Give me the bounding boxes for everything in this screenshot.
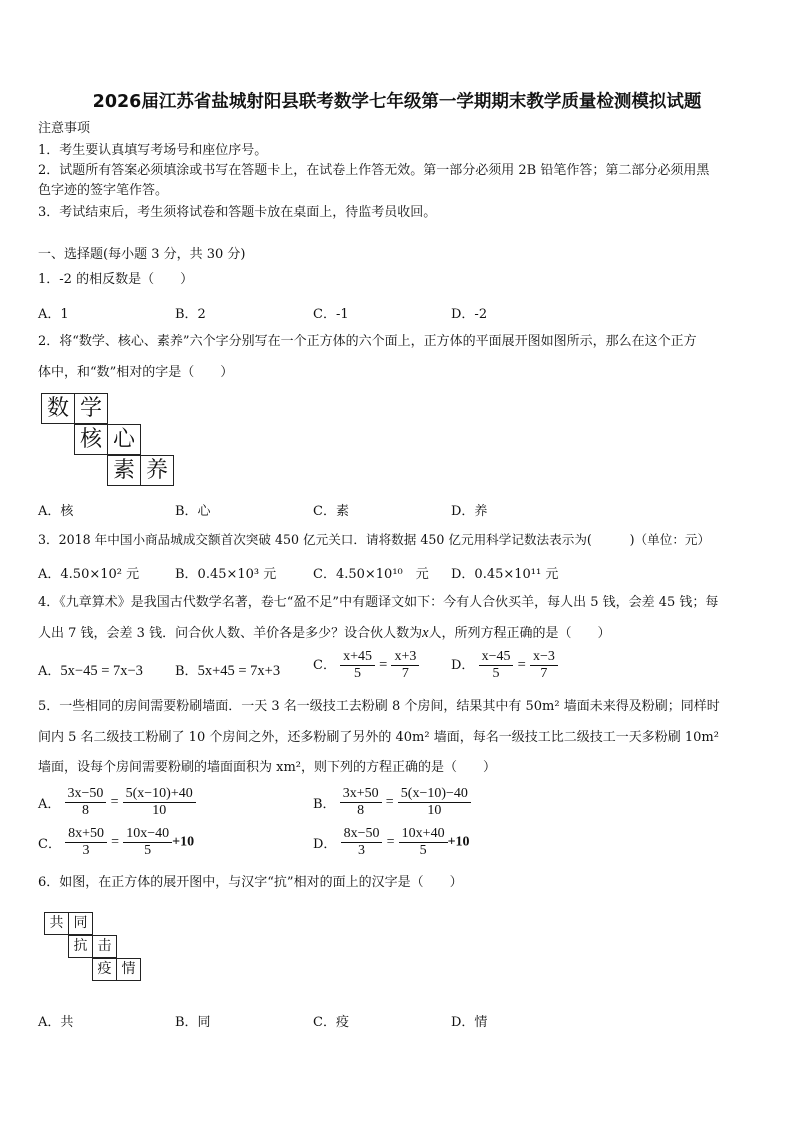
notes-item: 3．考试结束后，考生须将试卷和答题卡放在桌面上，待监考员收回。 bbox=[38, 205, 437, 220]
q4-option-d[interactable] bbox=[451, 649, 558, 682]
stem-text: 人，所列方程正确的是（ ） bbox=[428, 626, 611, 641]
fraction bbox=[340, 649, 375, 682]
numerator: x+3 bbox=[391, 649, 419, 666]
option-label: A． bbox=[38, 664, 61, 679]
question-5-stem: 墙面，设每个房间需要粉刷的墙面面积为 xm²，则下列的方程正确的是（ ） bbox=[38, 760, 497, 775]
q4-option-b[interactable] bbox=[175, 660, 280, 680]
q4-option-a[interactable] bbox=[38, 660, 143, 680]
q6-option-a[interactable]: A．共 bbox=[38, 1015, 74, 1030]
q1-option-a[interactable]: A．1 bbox=[38, 307, 69, 322]
net-cell: 核 bbox=[74, 424, 108, 455]
net-cell: 抗 bbox=[68, 935, 93, 958]
denominator: 10 bbox=[152, 803, 167, 818]
fraction bbox=[340, 786, 382, 819]
numerator: 10x−40 bbox=[123, 826, 172, 843]
equals-sign: = bbox=[385, 794, 394, 810]
equals-sign: = bbox=[111, 834, 120, 850]
denominator: 8 bbox=[357, 803, 365, 818]
q1-option-d[interactable]: D．-2 bbox=[451, 307, 488, 322]
option-label: C． bbox=[313, 658, 336, 673]
equation: 5x−45 = 7x−3 bbox=[60, 663, 143, 679]
notes-item: 色字迹的签字笔作答。 bbox=[38, 183, 169, 198]
option-label: D． bbox=[451, 658, 475, 673]
question-4-stem: 4．《九章算术》是我国古代数学名著，卷七“盈不足”中有题译文如下：今有人合伙买羊，每人出 5 钱，会差 45 钱；每 bbox=[38, 595, 719, 610]
q4-option-c[interactable] bbox=[313, 649, 419, 682]
denominator: 5 bbox=[492, 666, 500, 681]
variable-x: x bbox=[422, 625, 429, 641]
notes-heading: 注意事项 bbox=[38, 121, 91, 136]
q3-option-b[interactable]: B．0.45×10³ 元 bbox=[175, 567, 277, 582]
numerator: 5(x−10)+40 bbox=[123, 786, 196, 803]
denominator: 3 bbox=[82, 843, 90, 858]
denominator: 5 bbox=[419, 843, 427, 858]
option-label: A． bbox=[38, 797, 61, 812]
equation: 5x+45 = 7x+3 bbox=[197, 663, 281, 679]
denominator: 3 bbox=[358, 843, 366, 858]
net-cell: 情 bbox=[116, 958, 141, 981]
equals-sign: = bbox=[110, 794, 119, 810]
net-cell: 同 bbox=[68, 912, 93, 935]
numerator: x−45 bbox=[479, 649, 514, 666]
fraction bbox=[123, 826, 172, 859]
question-2-stem: 体中，和“数”相对的字是（ ） bbox=[38, 365, 234, 380]
notes-item: 2．试题所有答案必须填涂或书写在答题卡上，在试卷上作答无效。第一部分必须用 2B 铅笔作答；第二部分必须用黑 bbox=[38, 163, 710, 178]
numerator: x−3 bbox=[530, 649, 558, 666]
q3-option-d[interactable]: D．0.45×10¹¹ 元 bbox=[451, 567, 559, 582]
denominator: 5 bbox=[354, 666, 362, 681]
fraction bbox=[341, 826, 383, 859]
fraction bbox=[65, 786, 107, 819]
net-cell: 学 bbox=[74, 393, 108, 424]
q6-option-c[interactable]: C．疫 bbox=[313, 1015, 349, 1030]
option-label: B． bbox=[175, 664, 198, 679]
denominator: 7 bbox=[401, 666, 409, 681]
page-title: 2026届江苏省盐城射阳县联考数学七年级第一学期期末教学质量检测模拟试题 bbox=[92, 92, 702, 112]
q5-option-c[interactable] bbox=[38, 826, 194, 859]
fraction bbox=[123, 786, 196, 819]
net-cell: 数 bbox=[41, 393, 75, 424]
question-1-stem: 1．-2 的相反数是（ ） bbox=[38, 272, 194, 287]
denominator: 10 bbox=[427, 803, 442, 818]
numerator: 5(x−10)−40 bbox=[398, 786, 471, 803]
fraction bbox=[65, 826, 107, 859]
numerator: 3x+50 bbox=[340, 786, 382, 803]
option-label: C． bbox=[38, 837, 61, 852]
numerator: 3x−50 bbox=[65, 786, 107, 803]
q3-option-c[interactable]: C．4.50×10¹⁰ 元 bbox=[313, 567, 429, 582]
equals-sign: = bbox=[379, 657, 388, 673]
equation-tail: +10 bbox=[172, 834, 195, 850]
fraction bbox=[391, 649, 419, 682]
question-6-stem: 6．如图，在正方体的展开图中，与汉字“抗”相对的面上的汉字是（ ） bbox=[38, 875, 463, 890]
net-cell: 疫 bbox=[92, 958, 117, 981]
option-label: B． bbox=[313, 797, 336, 812]
q6-option-b[interactable]: B．同 bbox=[175, 1015, 211, 1030]
net-cell: 击 bbox=[92, 935, 117, 958]
numerator: x+45 bbox=[340, 649, 375, 666]
q2-option-c[interactable]: C．素 bbox=[313, 504, 349, 519]
question-2-stem: 2．将“数学、核心、素养”六个字分别写在一个正方体的六个面上，正方体的平面展开图如图所示，那么在这个正方 bbox=[38, 334, 697, 349]
question-5-stem: 间内 5 名二级技工粉刷了 10 个房间之外，还多粉刷了另外的 40m² 墙面，每名一级技工比二级技工一天多粉刷 10m² bbox=[38, 730, 719, 745]
question-4-stem bbox=[38, 625, 611, 642]
q2-option-a[interactable]: A．核 bbox=[38, 504, 74, 519]
q5-option-d[interactable] bbox=[313, 826, 470, 859]
denominator: 8 bbox=[81, 803, 89, 818]
question-3-stem: 3．2018 年中国小商品城成交额首次突破 450 亿元关口．请将数据 450 亿元用科学记数法表示为( )（单位：元） bbox=[38, 532, 711, 547]
q6-option-d[interactable]: D．情 bbox=[451, 1015, 488, 1030]
numerator: 10x+40 bbox=[399, 826, 448, 843]
q5-option-a[interactable] bbox=[38, 786, 196, 819]
q2-option-d[interactable]: D．养 bbox=[451, 504, 488, 519]
equation-tail: +10 bbox=[447, 834, 470, 850]
q1-option-b[interactable]: B．2 bbox=[175, 307, 206, 322]
option-label: D． bbox=[313, 837, 337, 852]
fraction bbox=[399, 826, 448, 859]
equals-sign: = bbox=[517, 657, 526, 673]
notes-item: 1．考生要认真填写考场号和座位序号。 bbox=[38, 143, 268, 158]
fraction bbox=[530, 649, 558, 682]
fraction bbox=[479, 649, 514, 682]
numerator: 8x−50 bbox=[341, 826, 383, 843]
q2-option-b[interactable]: B．心 bbox=[175, 504, 211, 519]
question-5-stem: 5．一些相同的房间需要粉刷墙面．一天 3 名一级技工去粉刷 8 个房间，结果其中有 50m² 墙面未来得及粉刷；同样时 bbox=[38, 699, 720, 714]
net-cell: 养 bbox=[140, 455, 174, 486]
net-cell: 共 bbox=[44, 912, 69, 935]
equals-sign: = bbox=[386, 834, 395, 850]
net-cell: 心 bbox=[107, 424, 141, 455]
denominator: 7 bbox=[540, 666, 548, 681]
q5-option-b[interactable] bbox=[313, 786, 471, 819]
net-cell: 素 bbox=[107, 455, 141, 486]
q1-option-c[interactable]: C．-1 bbox=[313, 307, 349, 322]
numerator: 8x+50 bbox=[65, 826, 107, 843]
stem-text: 人出 7 钱，会差 3 钱．问合伙人数、羊价各是多少？设合伙人数为 bbox=[38, 626, 423, 641]
q3-option-a[interactable]: A．4.50×10² 元 bbox=[38, 567, 140, 582]
fraction bbox=[398, 786, 471, 819]
section-heading: 一、选择题(每小题 3 分，共 30 分) bbox=[38, 247, 246, 262]
denominator: 5 bbox=[144, 843, 152, 858]
